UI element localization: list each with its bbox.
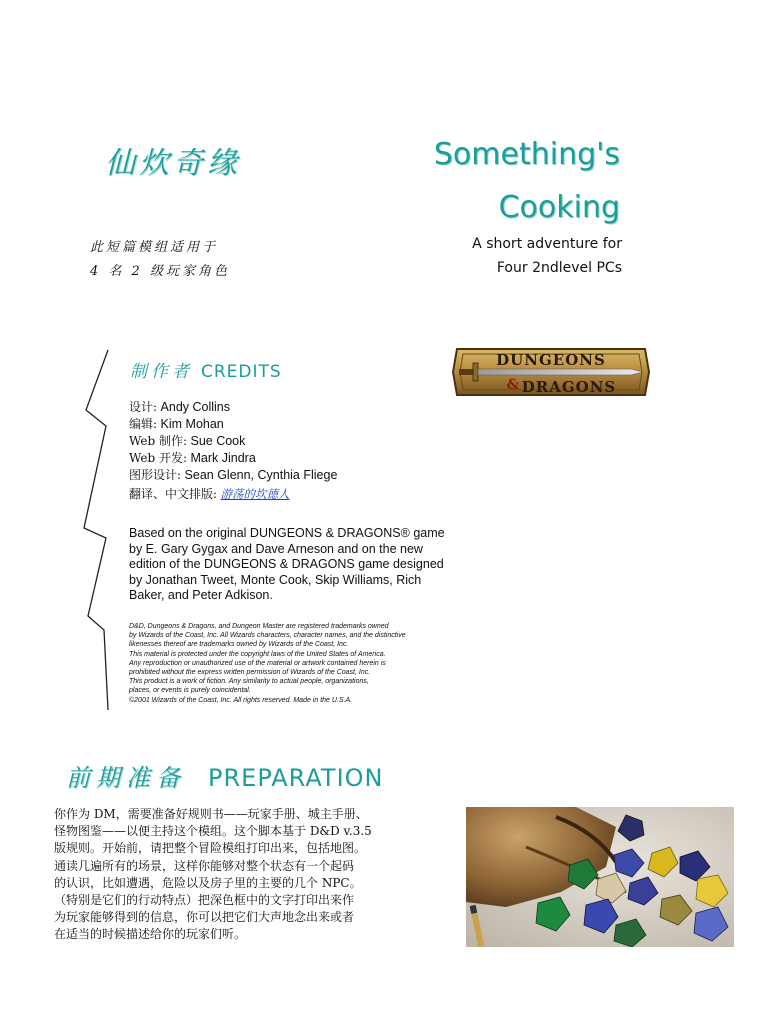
credits-heading-cn: 制作者 [130,362,193,382]
credit-name: Kim Mohan [160,417,224,431]
zigzag-border-decoration [80,348,114,712]
dice-bag-photo [466,807,734,947]
title-english-line1: Something's [433,137,620,172]
preparation-heading-cn: 前期准备 [66,764,186,792]
legal-line: D&D, Dungeons & Dragons, and Dungeon Master are registered trademarks owned [129,623,389,630]
title-english-line2: Cooking [498,190,620,225]
credit-role: 图形设计: [129,468,182,482]
subtitle-english-line2: Four 2ndlevel PCs [496,260,622,276]
preparation-line: 你作为 DM，需要准备好规则书——玩家手册、城主手册、 [54,807,368,821]
credits-list [129,399,337,503]
preparation-line: 在适当的时候描述给你的玩家们听。 [54,927,247,942]
preparation-paragraph [54,806,389,944]
legal-line: prohibited without the express written permission of Wizards of the Coast, Inc. [129,669,371,677]
preparation-line: （特别是它们的行动特点）把深色框中的文字打印出来作 [54,893,355,908]
translator-link[interactable]: 游荡的坎德人 [220,487,290,501]
credit-name: Mark Jindra [190,451,256,465]
credit-row-translator [129,486,337,503]
based-on-paragraph: Based on the original DUNGEONS & DRAGONS® game by E. Gary Gygax and Dave Arneson and on the new edition of the DUNGEONS & DRAGONS game designed by Jonathan Tweet, Monte Cook, Skip Williams, Rich Baker, and Peter Adkison. [129,526,445,602]
preparation-heading-en: PREPARATION [208,764,384,792]
credits-heading [130,357,282,382]
legal-line: This product is a work of fiction. Any similarity to actual people, organizations, [129,678,369,686]
legal-notice [129,622,449,705]
legal-line: This material is protected under the copyright laws of the United States of America. [129,650,386,658]
credit-row [129,467,337,484]
subtitle-chinese-line2: 4 名 2 级玩家角色 [90,264,230,279]
credits-heading-en: CREDITS [201,362,282,382]
preparation-line: 怪物图鉴——以便主持这个模组。这个脚本基于 D&D v.3.5 [54,824,372,839]
legal-line: by Wizards of the Coast, Inc. All Wizards characters, character names, and the distinctive [129,632,406,640]
credit-name: Sue Cook [190,434,246,448]
credit-name: Sean Glenn, Cynthia Fliege [184,468,338,482]
legal-line: places, or events is purely coincidental. [129,687,251,695]
legal-line: likenesses thereof are trademarks owned by Wizards of the Coast, Inc. [129,641,349,649]
logo-text-dragons: DRAGONS [521,378,617,396]
preparation-heading [66,758,384,793]
legal-line: Any reproduction or unauthorized use of the material or artwork contained herein is [129,659,386,667]
credit-row [129,416,337,433]
legal-line: ©2001 Wizards of the Coast, Inc. All rights reserved. Made in the U.S.A. [129,696,353,704]
credit-role: Web 开发: [129,451,187,465]
logo-text-ampersand: & [506,377,520,393]
subtitle-chinese-line1: 此短篇模组适用于 [90,240,219,255]
credit-role: 设计: [129,400,158,414]
preparation-line: 为玩家能够得到的信息，你可以把它们大声地念出来或者 [54,910,355,925]
credit-row [129,450,337,467]
translator-label: 翻译、中文排版: [129,487,218,501]
credit-role: Web 制作: [129,434,187,448]
subtitle-english-line1: A short adventure for [472,236,622,252]
preparation-line: 版规则。开始前，请把整个冒险模组打印出来，包括地图。 [54,841,367,856]
credit-row [129,433,337,450]
credit-row [129,399,337,416]
logo-text-dungeons: DUNGEONS [496,351,606,369]
preparation-line: 通读几遍所有的场景，这样你能够对整个状态有一个起码 [54,858,355,873]
dungeons-dragons-logo [451,343,651,401]
credit-role: 编辑: [129,417,158,431]
title-chinese: 仙炊奇缘 [105,146,241,181]
preparation-line: 的认识，比如遭遇，危险以及房子里的主要的几个 NPC。 [54,875,362,890]
credit-name: Andy Collins [160,400,231,414]
